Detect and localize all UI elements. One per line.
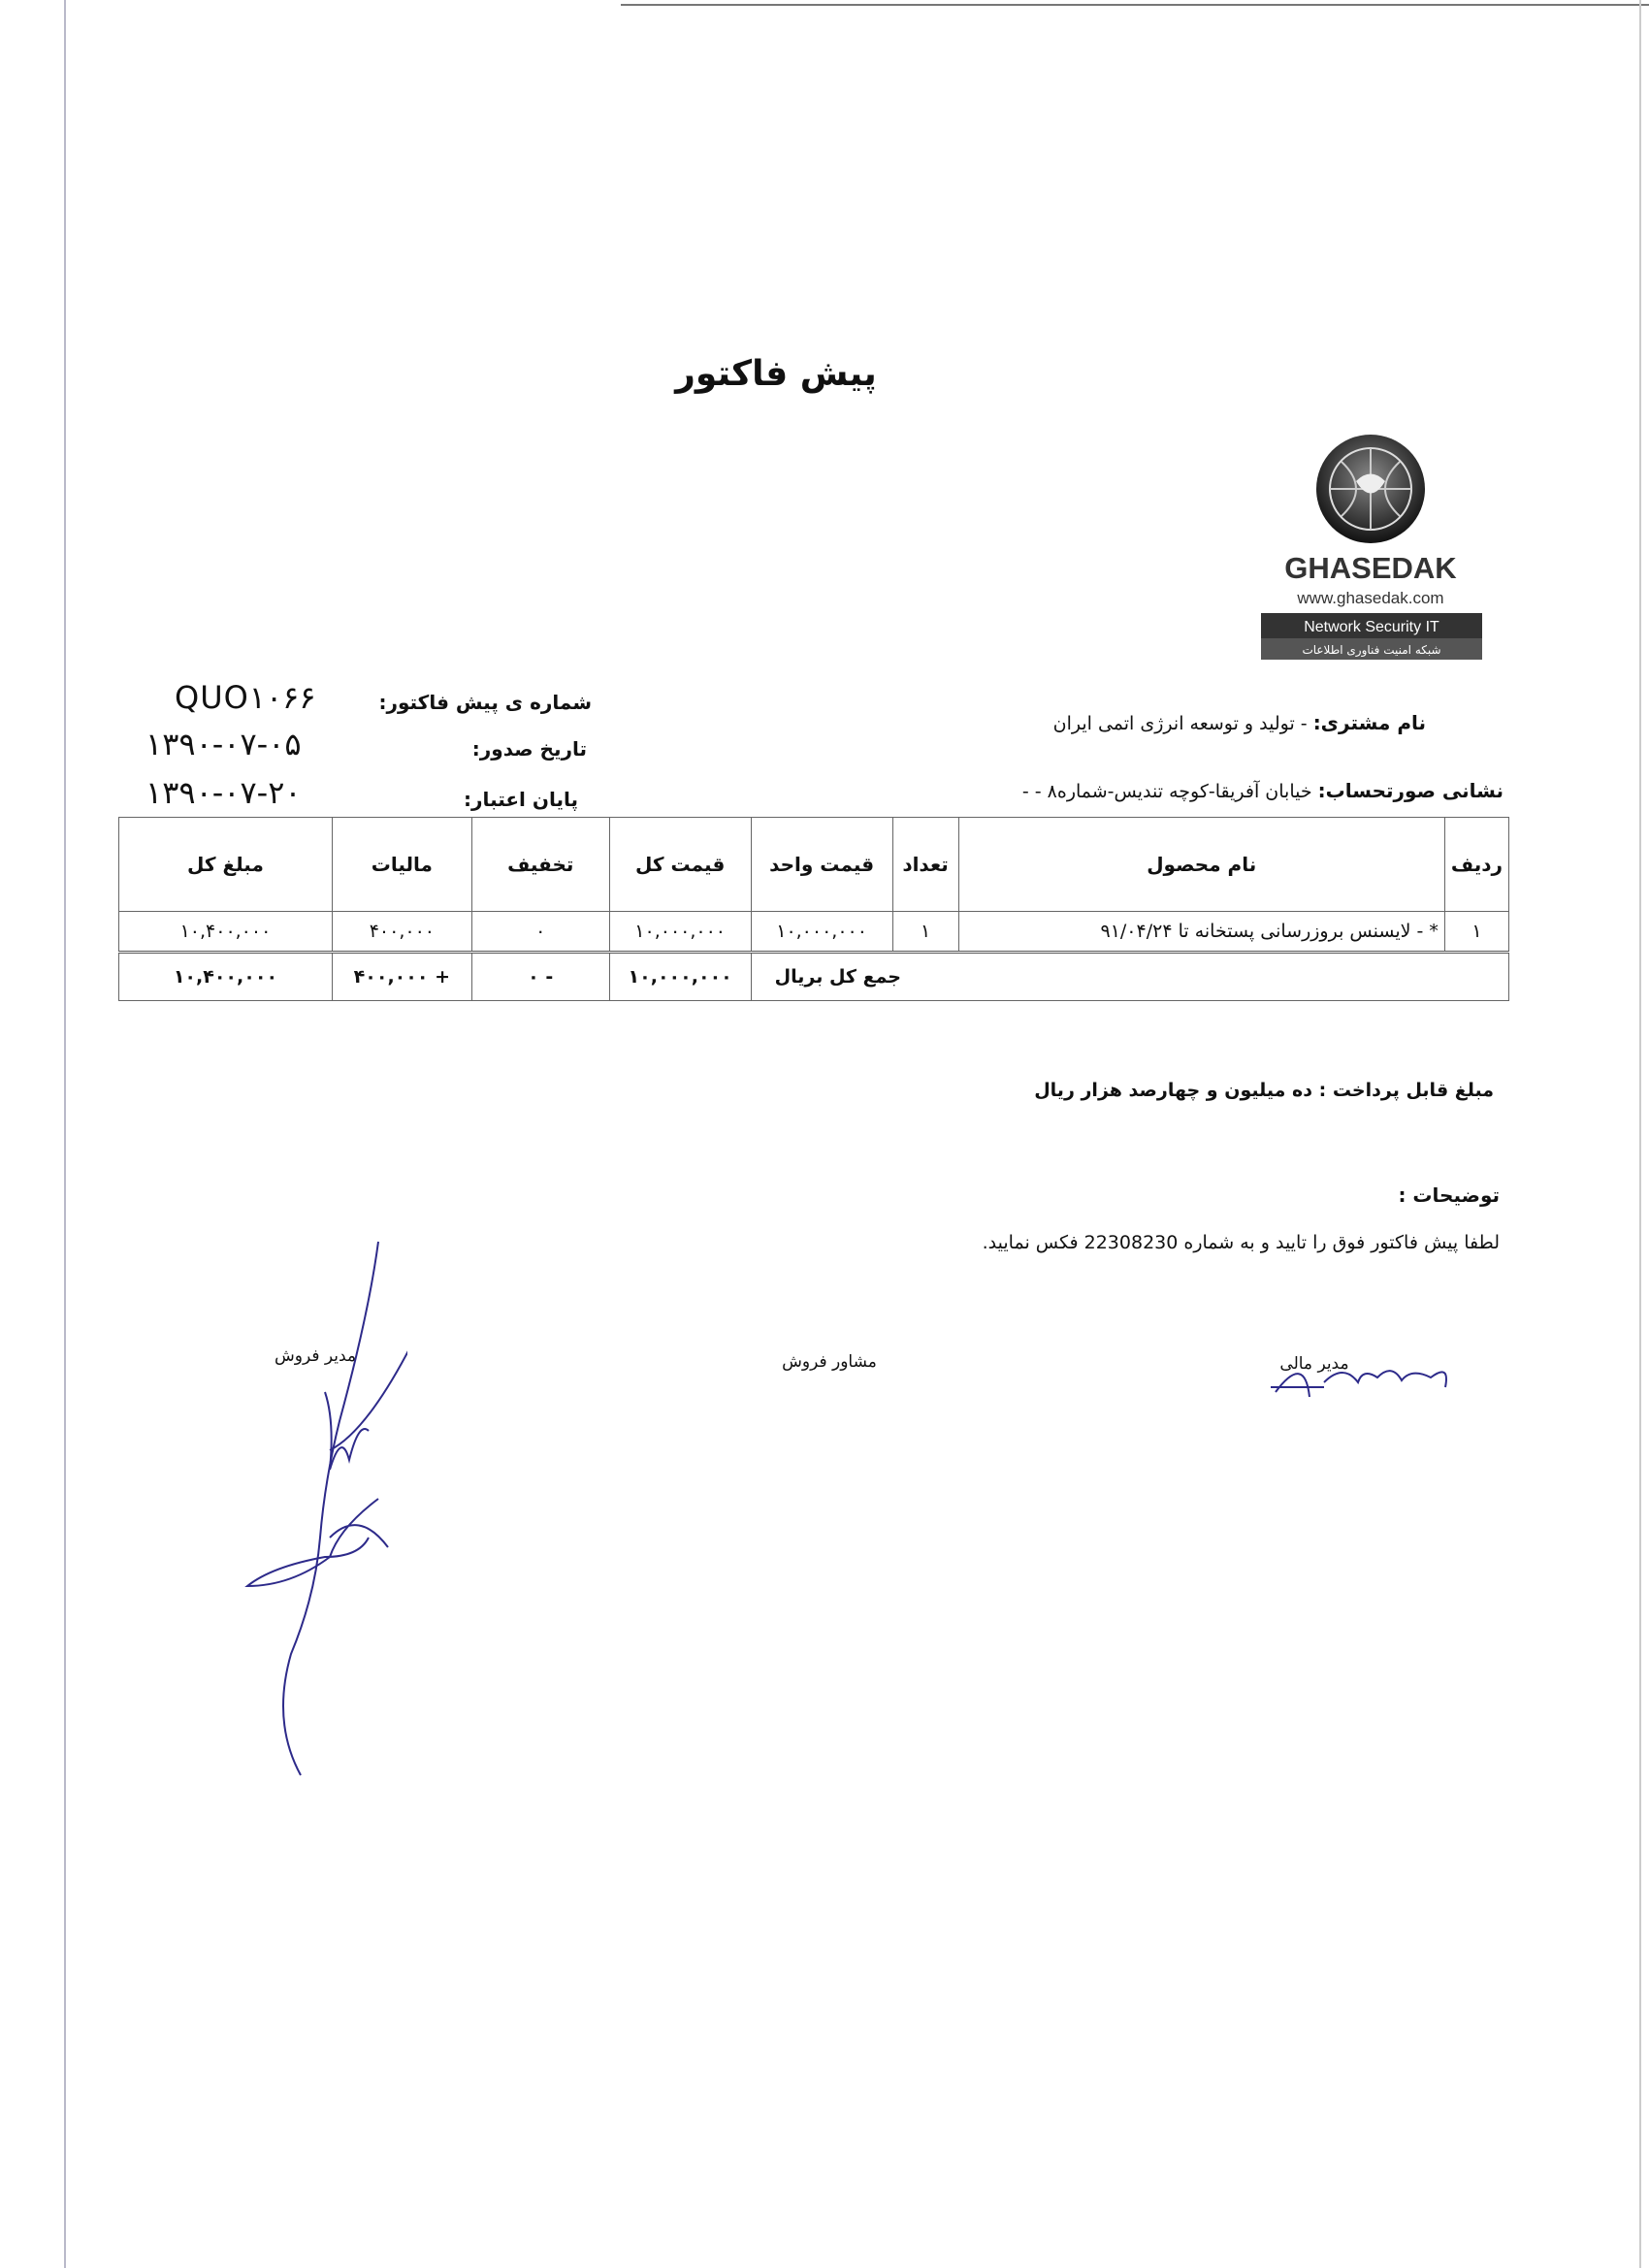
sales-advisor-label: مشاور فروش xyxy=(782,1352,877,1372)
billing-address: خیابان آفریقا-کوچه تندیس-شماره۸ - - xyxy=(1021,781,1312,802)
items-table xyxy=(118,817,1509,1001)
cell-tax: ۴۰۰,۰۰۰ xyxy=(332,912,471,953)
sales-manager-label: مدیر فروش xyxy=(274,1346,356,1366)
svg-text:GHASEDAK: GHASEDAK xyxy=(1284,551,1457,585)
customer-name: - تولید و توسعه انرژی اتمی ایران xyxy=(1052,713,1308,734)
billing-address-row xyxy=(960,779,1504,802)
company-logo xyxy=(1259,433,1482,665)
notes-text: لطفا پیش فاکتور فوق را تایید و به شماره 22308230 فکس نمایید. xyxy=(982,1232,1500,1253)
col-header-product: نام محصول xyxy=(958,818,1444,912)
expiry-date: ۱۳۹۰-۰۷-۲۰ xyxy=(146,774,302,811)
payable-row xyxy=(970,1080,1494,1101)
finance-manager-signature xyxy=(1266,1344,1460,1411)
customer-row xyxy=(999,711,1426,734)
page-edge-left xyxy=(64,0,66,2268)
totals-tax: + ۴۰۰,۰۰۰ xyxy=(332,953,471,1001)
table-header-row xyxy=(119,818,1509,912)
ghasedak-logo-icon xyxy=(1259,433,1482,665)
totals-row xyxy=(119,953,1509,1001)
payable-label: مبلغ قابل پرداخت : xyxy=(1318,1080,1494,1101)
totals-label: جمع کل بریال xyxy=(751,953,1508,1001)
billing-address-label: نشانی صورتحساب: xyxy=(1317,779,1504,802)
col-header-total-price: قیمت کل xyxy=(609,818,751,912)
payable-text: ده میلیون و چهارصد هزار ریال xyxy=(1034,1080,1312,1101)
cell-qty: ۱ xyxy=(892,912,958,953)
customer-label: نام مشتری: xyxy=(1312,711,1426,734)
quote-number: QUO۱۰۶۶ xyxy=(175,679,316,716)
cell-product: * - لایسنس بروزرسانی پستخانه تا ۹۱/۰۴/۲۴ xyxy=(958,912,1444,953)
cell-discount: ۰ xyxy=(471,912,609,953)
svg-text:Network Security IT: Network Security IT xyxy=(1304,619,1439,635)
page-edge-right xyxy=(1639,0,1641,2268)
col-header-qty: تعداد xyxy=(892,818,958,912)
cell-unit-price: ۱۰,۰۰۰,۰۰۰ xyxy=(751,912,892,953)
sales-manager-signature xyxy=(233,1237,407,1790)
document-title: پیش فاکتور xyxy=(675,354,877,394)
cell-total-price: ۱۰,۰۰۰,۰۰۰ xyxy=(609,912,751,953)
totals-amount: ۱۰,۴۰۰,۰۰۰ xyxy=(119,953,333,1001)
col-header-unit-price: قیمت واحد xyxy=(751,818,892,912)
col-header-discount: تخفیف xyxy=(471,818,609,912)
cell-amount: ۱۰,۴۰۰,۰۰۰ xyxy=(119,912,333,953)
expiry-label: پایان اعتبار: xyxy=(464,788,578,811)
issue-date: ۱۳۹۰-۰۷-۰۵ xyxy=(146,726,302,762)
totals-discount: - ۰ xyxy=(471,953,609,1001)
svg-text:شبکه امنیت فناوری اطلاعات: شبکه امنیت فناوری اطلاعات xyxy=(1302,643,1441,657)
cell-index: ۱ xyxy=(1444,912,1508,953)
finance-manager-label: مدیر مالی xyxy=(1279,1354,1349,1374)
issue-date-label: تاریخ صدور: xyxy=(471,737,587,761)
quote-number-label: شماره ی پیش فاکتور: xyxy=(378,691,592,714)
col-header-index: ردیف xyxy=(1444,818,1508,912)
col-header-amount: مبلغ کل xyxy=(119,818,333,912)
totals-total-price: ۱۰,۰۰۰,۰۰۰ xyxy=(609,953,751,1001)
col-header-tax: مالیات xyxy=(332,818,471,912)
page-edge-top xyxy=(621,4,1649,6)
notes-label: توضیحات : xyxy=(1398,1183,1500,1207)
table-row xyxy=(119,912,1509,953)
svg-text:www.ghasedak.com: www.ghasedak.com xyxy=(1297,589,1444,607)
